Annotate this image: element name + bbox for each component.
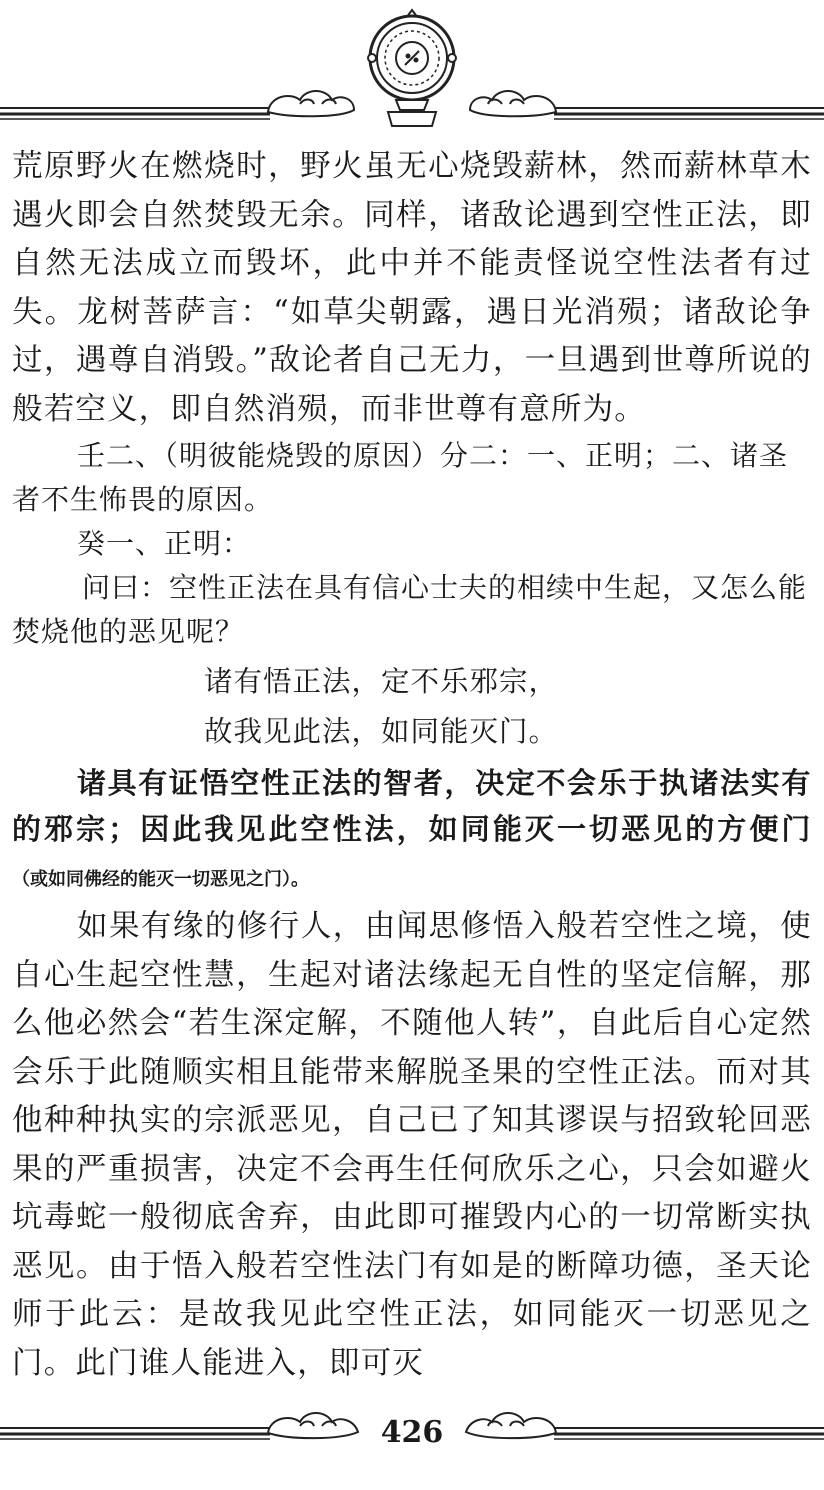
page-body bbox=[12, 143, 812, 1388]
paragraph-2: 如果有缘的修行人，由闻思修悟入般若空性之境，使自心生起空性慧，生起对诸法缘起无自性的坚定信解，那么他必然会“若生深定解，不随他人转”，自此后自心定然会乐于此随顺实相且能带来解脱圣果的空性正法。而对其他种种执实的宗派恶见，自己已了知其谬误与招致轮回恶果的严重损害，决定不会再生任何欣乐之心，只会如避火坑毒蛇一般彻底舍弃，由此即可摧毁内心的一切常断实执恶见。由于悟入般若空性法门有如是的断障功德，圣天论师于此云：是故我见此空性正法，如同能灭一切恶见之门。此门谁人能进入，即可灭 bbox=[12, 909, 812, 1381]
right-cloud-icon bbox=[470, 91, 556, 116]
commentary-main: 诸具有证悟空性正法的智者，决定不会乐于执诸法实有的邪宗；因此我见此空性法，如同能灭一切恶见的方便门 bbox=[12, 766, 812, 846]
section-heading-gui1: 癸一、正明： bbox=[77, 527, 252, 560]
question-paragraph: 问曰：空性正法在具有信心士夫的相续中生起，又怎么能焚烧他的恶见呢？ bbox=[12, 571, 808, 648]
footer bbox=[0, 1400, 824, 1486]
header-ornament bbox=[0, 0, 824, 140]
page-number: 426 bbox=[380, 1415, 444, 1450]
verse-line-1: 诸有悟正法，定不乐邪宗， bbox=[204, 665, 559, 698]
commentary-note: （或如同佛经的能灭一切恶见之门）。 bbox=[12, 869, 309, 890]
commentary-bold-paragraph bbox=[12, 760, 812, 903]
verse-line-2: 故我见此法，如同能灭门。 bbox=[204, 715, 559, 748]
left-cloud-icon bbox=[268, 91, 354, 116]
dharma-wheel-icon bbox=[368, 10, 456, 126]
paragraph-1: 荒原野火在燃烧时，野火虽无心烧毁薪林，然而薪林草木遇火即会自然焚毁无余。同样，诸敌论遇到空性正法，即自然无法成立而毁坏，此中并不能责怪说空性法者有过失。龙树菩萨言：“如草尖朝露，遇日光消殒；诸敌论争过，遇尊自消毁。”敌论者自己无力，一旦遇到世尊所说的般若空义，即自然消殒，而非世尊有意所为。 bbox=[12, 149, 812, 427]
section-heading-ren2: 壬二、（明彼能烧毁的原因）分二：一、正明；二、诸圣者不生怖畏的原因。 bbox=[12, 439, 789, 516]
